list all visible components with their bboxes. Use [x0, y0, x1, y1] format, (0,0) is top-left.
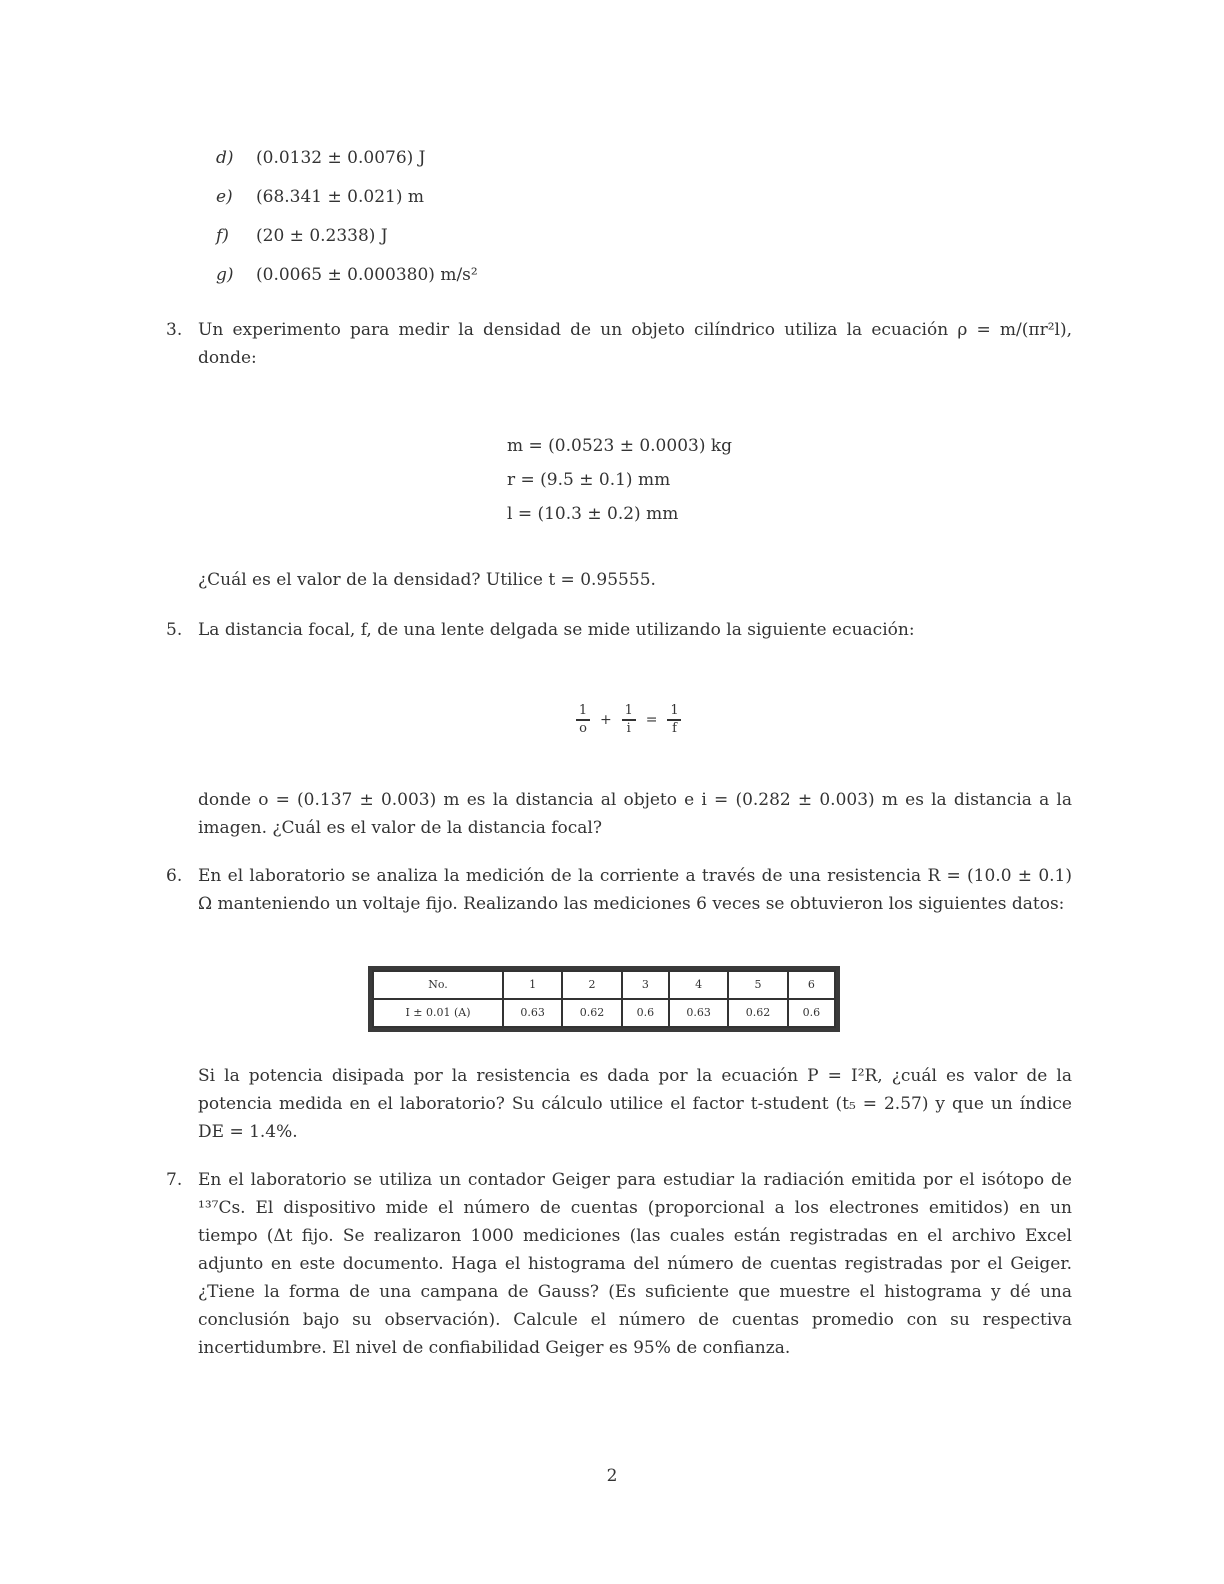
- table-cell: 6: [788, 971, 835, 999]
- sub-item: [216, 183, 916, 222]
- equation-radius: r = (9.5 ± 0.1) mm: [507, 470, 671, 490]
- sub-item: [216, 144, 916, 183]
- sub-item-text: (20 ± 0.2338) J: [256, 226, 388, 246]
- problem-number: 6.: [166, 866, 183, 886]
- current-data-table: [368, 966, 840, 1032]
- table-cell: I ± 0.01 (A): [373, 999, 503, 1027]
- sub-item-text: (0.0132 ± 0.0076) J: [256, 148, 426, 168]
- table-row: [373, 971, 835, 999]
- table-cell: 0.63: [669, 999, 728, 1027]
- equation-length: l = (10.3 ± 0.2) mm: [507, 504, 679, 524]
- sub-item-list: [216, 144, 916, 300]
- problem-intro: La distancia focal, f, de una lente delgada se mide utilizando la siguiente ecuación:: [198, 620, 915, 640]
- table-cell: 1: [503, 971, 562, 999]
- sub-item-letter: e): [216, 187, 233, 207]
- problem-intro: En el laboratorio se analiza la medición de la corriente a través de una resistencia R = (10.0 ± 0.1) Ω manteniendo un voltaje fijo. Realizando las mediciones 6 veces se obtuvieron los siguientes datos:: [198, 866, 1072, 914]
- page-number: 2: [606, 1466, 618, 1486]
- problem-intro: Un experimento para medir la densidad de un objeto cilíndrico utiliza la ecuación ρ = m/(πr²l), donde:: [198, 320, 1072, 368]
- table-cell: 5: [728, 971, 787, 999]
- table-row: [373, 999, 835, 1027]
- sub-item: [216, 222, 916, 261]
- sub-item-letter: f): [216, 226, 229, 246]
- problem-6-power-question: Si la potencia disipada por la resistencia es dada por la ecuación P = I²R, ¿cuál es valor de la potencia medida en el laboratorio? Su cálculo utilice el factor t-student (t₅ = 2.57) y que un índice DE = 1.4%.: [198, 1066, 1072, 1142]
- problem-question: ¿Cuál es el valor de la densidad? Utilice t = 0.95555.: [198, 570, 656, 590]
- table-cell: 0.6: [788, 999, 835, 1027]
- table-cell: 3: [622, 971, 669, 999]
- table-cell: No.: [373, 971, 503, 999]
- equation-mass: m = (0.0523 ± 0.0003) kg: [507, 436, 733, 456]
- problem-6: [166, 862, 1072, 918]
- problem-3: [166, 316, 1072, 372]
- table-cell: 2: [562, 971, 621, 999]
- problem-number: 3.: [166, 320, 183, 340]
- plus-operator: +: [600, 712, 612, 728]
- problem-text: En el laboratorio se utiliza un contador Geiger para estudiar la radiación emitida por el isótopo de ¹³⁷Cs. El dispositivo mide el número de cuentas (proporcional a los electrones emitidos) en un tiempo (Δt fijo. Se realizaron 1000 mediciones (las cuales están registradas en el archivo Excel adjunto en este documento. Haga el histograma del número de cuentas registradas por el Geiger. ¿Tiene la forma de una campana de Gauss? (Es suficiente que muestre el histograma y dé una conclusión bajo su observación). Calcule el número de cuentas promedio con su respectiva incertidumbre. El nivel de confiabilidad Geiger es 95% de confianza.: [198, 1170, 1072, 1358]
- sub-item: [216, 261, 916, 300]
- problem-number: 5.: [166, 620, 183, 640]
- problem-7: [166, 1166, 1072, 1362]
- table-cell: 0.63: [503, 999, 562, 1027]
- fraction-image: $\frac{1}{i}$: [622, 703, 636, 737]
- table-cell: 4: [669, 971, 728, 999]
- equation-block: [507, 432, 732, 534]
- problem-number: 7.: [166, 1170, 183, 1190]
- problem-5: [166, 616, 1072, 644]
- lens-equation: [576, 694, 696, 746]
- sub-item-letter: g): [216, 265, 234, 285]
- table-cell: 0.62: [562, 999, 621, 1027]
- table-cell: 0.6: [622, 999, 669, 1027]
- equals-operator: =: [645, 712, 658, 728]
- sub-item-letter: d): [216, 148, 234, 168]
- problem-5-explanation: donde o = (0.137 ± 0.003) m es la distancia al objeto e i = (0.282 ± 0.003) m es la distancia a la imagen. ¿Cuál es el valor de la distancia focal?: [198, 790, 1072, 838]
- sub-item-text: (0.0065 ± 0.000380) m/s²: [256, 265, 478, 285]
- fraction-focal: $\frac{1}{f}$: [667, 703, 681, 737]
- table-cell: 0.62: [728, 999, 787, 1027]
- fraction-object: $\frac{1}{o}$: [576, 703, 590, 737]
- sub-item-text: (68.341 ± 0.021) m: [256, 187, 424, 207]
